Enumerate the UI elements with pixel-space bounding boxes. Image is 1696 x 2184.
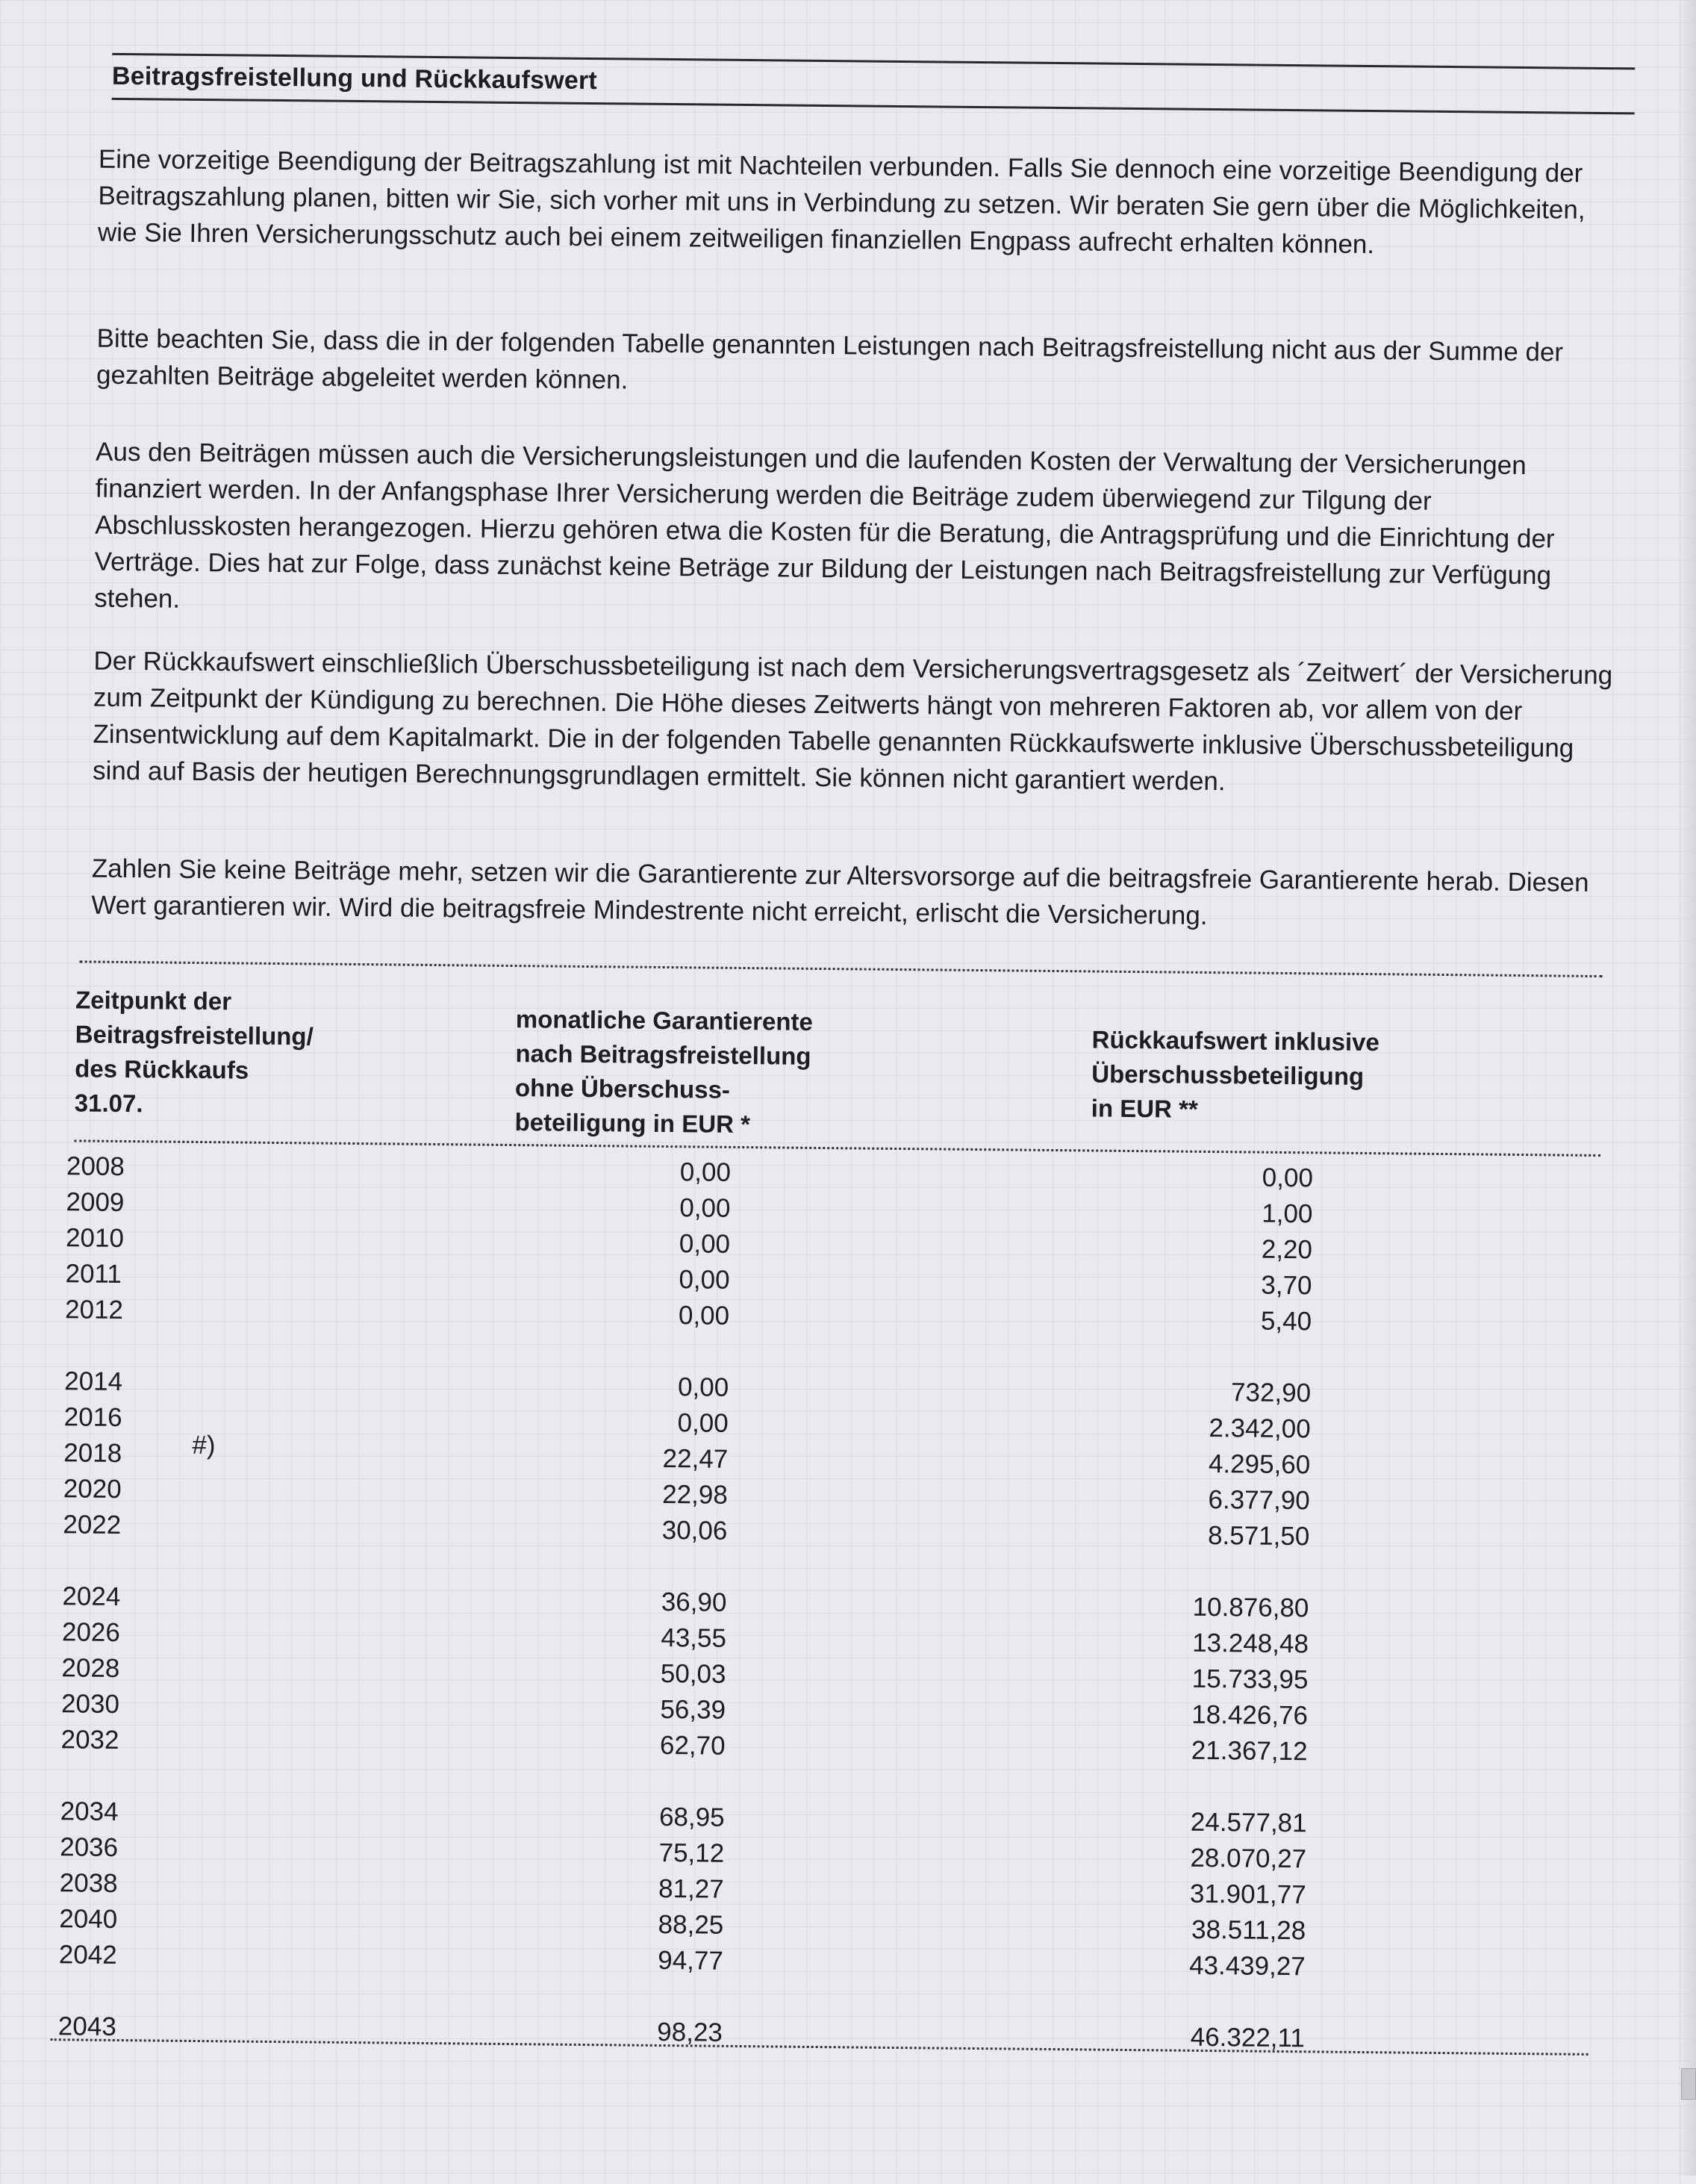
row-garantierente: 56,39 <box>660 1694 726 1725</box>
row-rueckkaufswert: 4.295,60 <box>1208 1449 1311 1480</box>
row-garantierente: 0,00 <box>677 1408 729 1438</box>
paragraph-4: Der Rückkaufswert einschließlich Überschussbeteiligung ist nach dem Versicherungsvertragsgesetz als ´Zeitwert´ der Versicherung zum Zeitpunkt der Kündigung zu berechnen. Die Höhe dieses Zeitwerts hängt von mehreren Faktoren ab, vor allem von der Zinsentwicklung auf dem Kapitalmarkt. Die in der folgenden Tabelle genannten Rückkaufswerte inklusive Überschussbeteiligung sind auf Basis der heutigen Berechnungsgrundlagen ermittelt. Sie können nicht garantiert werden. <box>92 646 1613 797</box>
row-garantierente: 30,06 <box>661 1515 728 1546</box>
row-year: 2034 <box>60 1796 119 1827</box>
header-col1-line: Beitragsfreistellung/ <box>75 1020 314 1051</box>
row-year: 2012 <box>64 1295 124 1325</box>
row-rueckkaufswert: 43.439,27 <box>1188 1950 1306 1982</box>
header-col2-line: ohne Überschuss- <box>514 1074 731 1104</box>
row-year: 2024 <box>62 1581 121 1612</box>
header-col3-line: Überschussbeteiligung <box>1091 1060 1365 1090</box>
row-rueckkaufswert: 18.426,76 <box>1191 1699 1309 1731</box>
row-garantierente: 98,23 <box>657 2017 723 2047</box>
row-year: 2011 <box>65 1259 122 1289</box>
row-garantierente: 22,98 <box>662 1479 728 1510</box>
row-rueckkaufswert: 5,40 <box>1260 1306 1312 1337</box>
paragraph-1: Eine vorzeitige Beendigung der Beitragszahlung ist mit Nachteilen verbunden. Falls Sie dennoch eine vorzeitige Beendigung der Beitragszahlung planen, bitten wir Sie, sich vorher mit uns in Verbindung zu setzen. Wir beraten Sie gern über die Möglichkeiten, wie Sie Ihren Versicherungsschutz auch bei einem zeitweiligen finanziellen Engpass aufrecht erhalten können. <box>97 144 1586 260</box>
row-garantierente: 0,00 <box>678 1301 730 1331</box>
header-col3-line: Rückkaufswert inklusive <box>1091 1025 1379 1057</box>
header-col1-line: des Rückkaufs <box>75 1054 249 1084</box>
header-col1-line: 31.07. <box>74 1089 143 1118</box>
row-year: 2020 <box>63 1474 122 1505</box>
row-garantierente: 68,95 <box>658 1802 725 1832</box>
row-year: 2010 <box>65 1223 125 1254</box>
row-year: 2026 <box>61 1617 121 1648</box>
row-year: 2043 <box>57 2012 116 2041</box>
row-year: 2030 <box>60 1689 120 1720</box>
row-year: 2038 <box>59 1868 118 1899</box>
row-rueckkaufswert: 21.367,12 <box>1191 1735 1308 1767</box>
row-rueckkaufswert: 24.577,81 <box>1190 1807 1307 1838</box>
row-garantierente: 88,25 <box>658 1909 724 1940</box>
row-garantierente: 36,90 <box>661 1587 727 1617</box>
page-edge-shadow <box>1677 0 1696 2176</box>
table-bottom-divider <box>51 2038 1589 2056</box>
row-rueckkaufswert: 2.342,00 <box>1209 1413 1311 1444</box>
header-col2-line: nach Beitragsfreistellung <box>515 1039 811 1070</box>
paragraph-2: Bitte beachten Sie, dass die in der folgenden Tabelle genannten Leistungen nach Beitragsfreistellung nicht aus der Summe der gezahlten Beiträge abgeleitet werden können. <box>96 323 1564 395</box>
row-year: 2036 <box>60 1832 119 1863</box>
row-garantierente: 0,00 <box>679 1265 730 1295</box>
row-year: 2028 <box>61 1653 120 1684</box>
header-col-rueckkaufswert <box>1091 1022 1379 1128</box>
row-rueckkaufswert: 28.070,27 <box>1190 1843 1307 1874</box>
row-garantierente: 62,70 <box>659 1730 726 1761</box>
header-divider <box>74 1139 1600 1157</box>
row-year: 2040 <box>59 1904 118 1934</box>
paragraph-5: Zahlen Sie keine Beiträge mehr, setzen wir die Garantierente zur Altersvorsorge auf die beitragsfreie Garantierente herab. Diesen Wert garantieren wir. Wird die beitragsfreie Mindestrente nicht erreicht, erlischt die Versicherung. <box>91 853 1589 930</box>
header-col3-line: in EUR ** <box>1091 1094 1198 1123</box>
scroll-handle[interactable] <box>1681 2068 1696 2100</box>
row-rueckkaufswert: 0,00 <box>1262 1163 1314 1193</box>
table-top-divider <box>80 960 1603 977</box>
row-garantierente: 0,00 <box>679 1157 732 1187</box>
row-rueckkaufswert: 15.733,95 <box>1191 1664 1309 1695</box>
row-rueckkaufswert: 10.876,80 <box>1192 1592 1309 1623</box>
row-rueckkaufswert: 8.571,50 <box>1207 1521 1310 1552</box>
row-year: 2022 <box>63 1510 122 1540</box>
row-rueckkaufswert: 732,90 <box>1230 1378 1312 1408</box>
row-garantierente: 22,47 <box>662 1443 729 1474</box>
header-col2-line: monatliche Garantierente <box>515 1005 814 1036</box>
row-garantierente: 94,77 <box>658 1945 723 1976</box>
row-year: 2008 <box>66 1151 125 1182</box>
row-garantierente: 0,00 <box>679 1193 731 1223</box>
paragraph-3: Aus den Beiträgen müssen auch die Versicherungsleistungen und die laufenden Kosten der Verwaltung der Versicherungen finanziert werden. In der Anfangsphase Ihrer Versicherung werden die Beiträge zudem überwiegend zur Tilgung der Abschlusskosten herangezogen. Hierzu gehören etwa die Kosten für die Beratung, die Antragsprüfung und die Einrichtung der Verträge. Dies hat zur Folge, dass zunächst keine Beträge zur Bildung der Leistungen nach Beitragsfreistellung zur Verfügung stehen. <box>94 437 1555 614</box>
title-underline <box>112 98 1635 115</box>
row-year: 2018 <box>63 1438 122 1469</box>
row-garantierente: 43,55 <box>661 1623 727 1653</box>
row-year: 2032 <box>60 1725 119 1755</box>
row-garantierente: 0,00 <box>679 1229 731 1259</box>
row-rueckkaufswert: 13.248,48 <box>1192 1628 1309 1659</box>
row-garantierente: 50,03 <box>660 1658 726 1689</box>
row-rueckkaufswert: 1,00 <box>1262 1198 1313 1229</box>
row-year: 2014 <box>64 1366 123 1397</box>
row-rueckkaufswert: 46.322,11 <box>1190 2022 1306 2053</box>
section-title: Beitragsfreistellung und Rückkaufswert <box>111 61 598 96</box>
row-rueckkaufswert: 6.377,90 <box>1208 1485 1310 1516</box>
row-garantierente: 81,27 <box>658 1873 724 1904</box>
header-col2-line: beteiligung in EUR * <box>514 1108 751 1139</box>
row-year: 2042 <box>58 1940 117 1970</box>
row-garantierente: 75,12 <box>658 1838 725 1868</box>
row-rueckkaufswert: 38.511,28 <box>1191 1914 1306 1946</box>
header-col1-line: Zeitpunkt der <box>75 986 232 1015</box>
header-col-garantierente <box>514 1002 813 1142</box>
header-col-zeitpunkt <box>75 983 314 1122</box>
row-rueckkaufswert: 3,70 <box>1261 1270 1312 1301</box>
row-rueckkaufswert: 31.901,77 <box>1189 1879 1306 1910</box>
footnote-marker: #) <box>192 1430 216 1460</box>
row-rueckkaufswert: 2,20 <box>1261 1234 1313 1265</box>
row-year: 2009 <box>66 1187 125 1218</box>
row-garantierente: 0,00 <box>677 1372 729 1402</box>
row-year: 2016 <box>63 1402 122 1433</box>
